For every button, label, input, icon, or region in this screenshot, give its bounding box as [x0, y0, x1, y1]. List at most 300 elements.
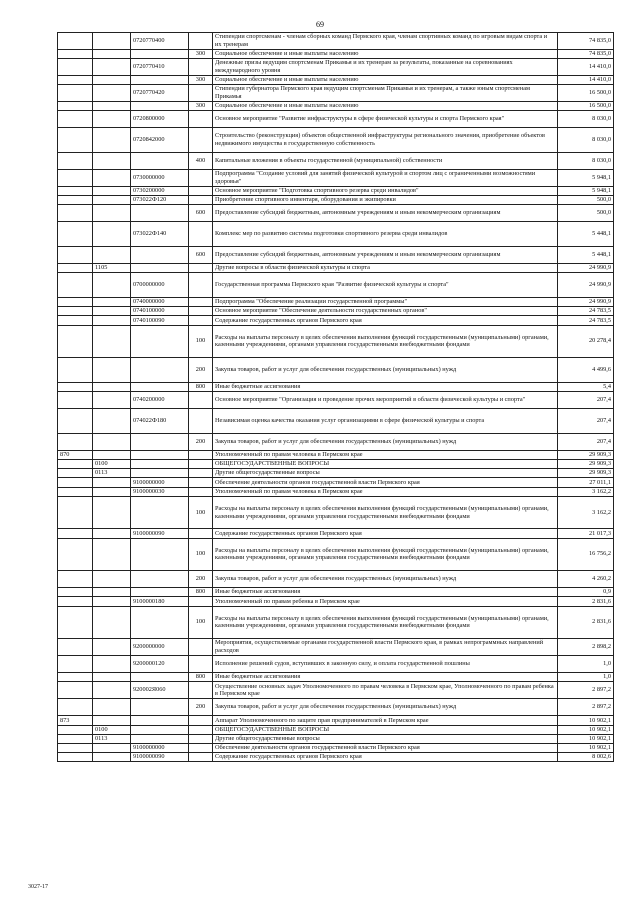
- amount: 5 948,1: [558, 187, 614, 196]
- amount: 500,0: [558, 205, 614, 222]
- table-row: [58, 496, 614, 529]
- target-article-code: [131, 50, 189, 59]
- item-name: Закупка товаров, работ и услуг для обеспечения государственных (муниципальных) нужд: [213, 571, 558, 588]
- target-article-code: 073022Ф120: [131, 196, 189, 205]
- table-row: [58, 85, 614, 102]
- amount: 24 990,9: [558, 264, 614, 273]
- table-row: [58, 76, 614, 85]
- expense-type-code: [189, 170, 213, 187]
- department-code: [58, 487, 93, 496]
- target-article-code: [131, 606, 189, 639]
- amount: 21 017,3: [558, 529, 614, 538]
- item-name: Другие вопросы в области физической культуры и спорта: [213, 264, 558, 273]
- section-code: [93, 673, 131, 682]
- expense-type-code: [189, 734, 213, 743]
- target-article-code: 0720770420: [131, 85, 189, 102]
- table-row: [58, 383, 614, 392]
- amount: 2 897,2: [558, 699, 614, 716]
- section-code: [93, 205, 131, 222]
- expense-type-code: [189, 85, 213, 102]
- expense-type-code: [189, 409, 213, 434]
- target-article-code: 073022Ф140: [131, 222, 189, 247]
- item-name: ОБЩЕГОСУДАРСТВЕННЫЕ ВОПРОСЫ: [213, 460, 558, 469]
- expense-type-code: 300: [189, 102, 213, 111]
- expense-type-code: [189, 273, 213, 298]
- target-article-code: 0740200000: [131, 392, 189, 409]
- expense-type-code: [189, 529, 213, 538]
- table-row: [58, 392, 614, 409]
- target-article-code: 920002Я060: [131, 682, 189, 699]
- amount: 16 500,0: [558, 85, 614, 102]
- section-code: [93, 597, 131, 606]
- amount: 3 162,2: [558, 496, 614, 529]
- item-name: Уполномоченный по правам человека в Пермском крае: [213, 487, 558, 496]
- target-article-code: [131, 469, 189, 478]
- item-name: Государственная программа Пермского края "Развитие физической культуры и спорта": [213, 273, 558, 298]
- department-code: [58, 153, 93, 170]
- section-code: [93, 392, 131, 409]
- department-code: [58, 529, 93, 538]
- amount: 2 897,2: [558, 682, 614, 699]
- section-code: [93, 358, 131, 383]
- expense-type-code: 200: [189, 434, 213, 451]
- amount: 4 499,6: [558, 358, 614, 383]
- amount: 74 835,0: [558, 50, 614, 59]
- target-article-code: [131, 734, 189, 743]
- target-article-code: [131, 588, 189, 597]
- item-name: Приобретение спортивного инвентаря, оборудования и экипировки: [213, 196, 558, 205]
- department-code: [58, 752, 93, 761]
- target-article-code: 9100000180: [131, 597, 189, 606]
- section-code: [93, 128, 131, 153]
- item-name: Основное мероприятие "Развитие инфраструктуры в сфере физической культуры и спорта Пермского края": [213, 111, 558, 128]
- footer-code: 3027-17: [28, 884, 48, 890]
- department-code: [58, 673, 93, 682]
- department-code: [58, 606, 93, 639]
- department-code: [58, 358, 93, 383]
- amount: 14 410,0: [558, 76, 614, 85]
- item-name: Уполномоченный по правам человека в Пермском крае: [213, 451, 558, 460]
- expense-type-code: [189, 316, 213, 325]
- table-row: [58, 358, 614, 383]
- target-article-code: 0720770400: [131, 33, 189, 50]
- table-row: [58, 487, 614, 496]
- item-name: Социальное обеспечение и иные выплаты населению: [213, 102, 558, 111]
- expense-type-code: [189, 307, 213, 316]
- amount: 10 902,1: [558, 716, 614, 725]
- item-name: Закупка товаров, работ и услуг для обеспечения государственных (муниципальных) нужд: [213, 434, 558, 451]
- item-name: Другие общегосударственные вопросы: [213, 734, 558, 743]
- section-code: 0113: [93, 469, 131, 478]
- section-code: 0100: [93, 460, 131, 469]
- table-row: [58, 639, 614, 656]
- target-article-code: [131, 153, 189, 170]
- expense-type-code: [189, 128, 213, 153]
- section-code: [93, 752, 131, 761]
- department-code: [58, 85, 93, 102]
- expense-type-code: [189, 298, 213, 307]
- section-code: [93, 247, 131, 264]
- amount: 24 783,5: [558, 307, 614, 316]
- item-name: Предоставление субсидий бюджетным, автономным учреждениям и иным некоммерческим организациям: [213, 205, 558, 222]
- target-article-code: [131, 325, 189, 358]
- table-row: [58, 222, 614, 247]
- amount: 2 831,6: [558, 597, 614, 606]
- section-code: [93, 478, 131, 487]
- table-row: [58, 409, 614, 434]
- table-row: [58, 102, 614, 111]
- target-article-code: [131, 699, 189, 716]
- expense-type-code: 300: [189, 76, 213, 85]
- section-code: [93, 316, 131, 325]
- item-name: Подпрограмма "Создание условий для занятий физической культурой и спортом лиц с ограниченными возможностями здоровья": [213, 170, 558, 187]
- department-code: [58, 264, 93, 273]
- section-code: 0100: [93, 725, 131, 734]
- department-code: [58, 196, 93, 205]
- department-code: [58, 725, 93, 734]
- table-row: [58, 699, 614, 716]
- item-name: Мероприятия, осуществляемые органами государственной власти Пермского края, в рамках непрограммных направлений расходов: [213, 639, 558, 656]
- department-code: [58, 699, 93, 716]
- expense-type-code: 100: [189, 606, 213, 639]
- item-name: Закупка товаров, работ и услуг для обеспечения государственных (муниципальных) нужд: [213, 358, 558, 383]
- amount: 5 448,1: [558, 222, 614, 247]
- expense-type-code: [189, 469, 213, 478]
- amount: 8 002,6: [558, 752, 614, 761]
- item-name: Предоставление субсидий бюджетным, автономным учреждениям и иным некоммерческим организациям: [213, 247, 558, 264]
- section-code: [93, 187, 131, 196]
- amount: 207,4: [558, 392, 614, 409]
- target-article-code: [131, 460, 189, 469]
- section-code: [93, 298, 131, 307]
- expense-type-code: 100: [189, 496, 213, 529]
- item-name: Исполнение решений судов, вступивших в законную силу, и оплата государственной пошлины: [213, 656, 558, 673]
- table-row: [58, 743, 614, 752]
- expense-type-code: [189, 392, 213, 409]
- expense-type-code: [189, 716, 213, 725]
- section-code: [93, 50, 131, 59]
- department-code: [58, 571, 93, 588]
- table-row: [58, 111, 614, 128]
- table-row: [58, 205, 614, 222]
- table-row: [58, 529, 614, 538]
- item-name: Социальное обеспечение и иные выплаты населению: [213, 50, 558, 59]
- expense-type-code: [189, 743, 213, 752]
- table-row: [58, 597, 614, 606]
- section-code: [93, 487, 131, 496]
- section-code: [93, 196, 131, 205]
- table-row: [58, 316, 614, 325]
- table-row: [58, 170, 614, 187]
- target-article-code: 9200000000: [131, 639, 189, 656]
- table-row: [58, 538, 614, 571]
- expense-type-code: [189, 187, 213, 196]
- amount: 16 500,0: [558, 102, 614, 111]
- table-row: [58, 725, 614, 734]
- target-article-code: [131, 247, 189, 264]
- expense-type-code: 800: [189, 383, 213, 392]
- department-code: [58, 469, 93, 478]
- amount: 5 948,1: [558, 170, 614, 187]
- expense-type-code: [189, 487, 213, 496]
- target-article-code: 9100000090: [131, 752, 189, 761]
- department-code: [58, 222, 93, 247]
- target-article-code: 0730000000: [131, 170, 189, 187]
- table-row: [58, 50, 614, 59]
- amount: 16 756,2: [558, 538, 614, 571]
- page-number: 69: [316, 20, 324, 29]
- target-article-code: [131, 571, 189, 588]
- target-article-code: [131, 496, 189, 529]
- item-name: Содержание государственных органов Пермского края: [213, 752, 558, 761]
- section-code: [93, 682, 131, 699]
- target-article-code: 9100000000: [131, 743, 189, 752]
- target-article-code: [131, 716, 189, 725]
- department-code: 870: [58, 451, 93, 460]
- section-code: [93, 606, 131, 639]
- target-article-code: 0720842000: [131, 128, 189, 153]
- department-code: [58, 656, 93, 673]
- expense-type-code: [189, 264, 213, 273]
- item-name: Аппарат Уполномоченного по защите прав предпринимателей в Пермском крае: [213, 716, 558, 725]
- table-row: [58, 571, 614, 588]
- department-code: [58, 59, 93, 76]
- section-code: [93, 496, 131, 529]
- department-code: [58, 682, 93, 699]
- department-code: [58, 205, 93, 222]
- expense-type-code: 200: [189, 571, 213, 588]
- table-row: [58, 187, 614, 196]
- section-code: [93, 538, 131, 571]
- section-code: [93, 153, 131, 170]
- section-code: [93, 639, 131, 656]
- department-code: [58, 743, 93, 752]
- amount: 207,4: [558, 434, 614, 451]
- item-name: Осуществление основных задач Уполномоченного по правам человека в Пермском крае, Уполномоченного по правам ребенка в Пермском крае: [213, 682, 558, 699]
- target-article-code: [131, 358, 189, 383]
- expense-type-code: 100: [189, 325, 213, 358]
- table-row: [58, 606, 614, 639]
- item-name: Капитальные вложения в объекты государственной (муниципальной) собственности: [213, 153, 558, 170]
- expense-type-code: [189, 196, 213, 205]
- budget-table-body: [58, 33, 614, 762]
- section-code: [93, 222, 131, 247]
- amount: 24 990,9: [558, 273, 614, 298]
- table-row: [58, 59, 614, 76]
- target-article-code: 9200000120: [131, 656, 189, 673]
- amount: 24 783,5: [558, 316, 614, 325]
- table-row: [58, 264, 614, 273]
- department-code: [58, 478, 93, 487]
- target-article-code: [131, 102, 189, 111]
- amount: 1,0: [558, 673, 614, 682]
- target-article-code: 0720800000: [131, 111, 189, 128]
- table-row: [58, 451, 614, 460]
- amount: 5,4: [558, 383, 614, 392]
- section-code: [93, 571, 131, 588]
- target-article-code: [131, 205, 189, 222]
- table-row: [58, 682, 614, 699]
- amount: 74 835,0: [558, 33, 614, 50]
- table-row: [58, 33, 614, 50]
- target-article-code: 0720770410: [131, 59, 189, 76]
- section-code: [93, 743, 131, 752]
- department-code: [58, 392, 93, 409]
- department-code: [58, 273, 93, 298]
- department-code: [58, 33, 93, 50]
- item-name: Денежные призы ведущим спортсменам Прикамья и их тренерам за результаты, показанные на соревнованиях международного уровня: [213, 59, 558, 76]
- section-code: [93, 307, 131, 316]
- item-name: Содержание государственных органов Пермского края: [213, 529, 558, 538]
- target-article-code: 0730200000: [131, 187, 189, 196]
- amount: 0,9: [558, 588, 614, 597]
- expense-type-code: [189, 639, 213, 656]
- item-name: Иные бюджетные ассигнования: [213, 673, 558, 682]
- table-row: [58, 588, 614, 597]
- amount: 20 278,4: [558, 325, 614, 358]
- section-code: [93, 111, 131, 128]
- expense-type-code: [189, 222, 213, 247]
- section-code: [93, 33, 131, 50]
- table-row: [58, 298, 614, 307]
- budget-table: [57, 32, 614, 762]
- amount: 10 902,1: [558, 743, 614, 752]
- expense-type-code: 800: [189, 673, 213, 682]
- target-article-code: [131, 451, 189, 460]
- department-code: [58, 247, 93, 264]
- table-row: [58, 460, 614, 469]
- department-code: 873: [58, 716, 93, 725]
- expense-type-code: 200: [189, 358, 213, 383]
- department-code: [58, 325, 93, 358]
- table-row: [58, 469, 614, 478]
- item-name: Уполномоченный по правам ребенка в Пермском крае: [213, 597, 558, 606]
- target-article-code: [131, 383, 189, 392]
- target-article-code: [131, 725, 189, 734]
- item-name: Обеспечение деятельности органов государственной власти Пермского края: [213, 743, 558, 752]
- target-article-code: 9100000030: [131, 487, 189, 496]
- expense-type-code: 100: [189, 538, 213, 571]
- target-article-code: 0700000000: [131, 273, 189, 298]
- department-code: [58, 409, 93, 434]
- expense-type-code: 300: [189, 50, 213, 59]
- expense-type-code: 800: [189, 588, 213, 597]
- table-row: [58, 273, 614, 298]
- department-code: [58, 434, 93, 451]
- department-code: [58, 588, 93, 597]
- table-row: [58, 196, 614, 205]
- table-row: [58, 752, 614, 761]
- item-name: Основное мероприятие "Подготовка спортивного резерва среди инвалидов": [213, 187, 558, 196]
- section-code: [93, 102, 131, 111]
- item-name: Обеспечение деятельности органов государственной власти Пермского края: [213, 478, 558, 487]
- expense-type-code: [189, 597, 213, 606]
- amount: 27 011,1: [558, 478, 614, 487]
- amount: 1,0: [558, 656, 614, 673]
- item-name: Расходы на выплаты персоналу в целях обеспечения выполнения функций государственными (муниципальными) органами, казенными учреждениями, органами управления государственными внебюджетными фондами: [213, 325, 558, 358]
- department-code: [58, 597, 93, 606]
- table-row: [58, 716, 614, 725]
- department-code: [58, 460, 93, 469]
- section-code: [93, 529, 131, 538]
- item-name: Расходы на выплаты персоналу в целях обеспечения выполнения функций государственными (муниципальными) органами, казенными учреждениями, органами управления государственными внебюджетными фондами: [213, 496, 558, 529]
- target-article-code: 0740100000: [131, 307, 189, 316]
- amount: 29 909,3: [558, 469, 614, 478]
- item-name: Стипендии спортсменам - членам сборных команд Пермского края, членам спортивных команд по игровым видам спорта и их тренерам: [213, 33, 558, 50]
- expense-type-code: [189, 111, 213, 128]
- target-article-code: 074022Ф180: [131, 409, 189, 434]
- department-code: [58, 496, 93, 529]
- section-code: [93, 76, 131, 85]
- table-row: [58, 734, 614, 743]
- department-code: [58, 102, 93, 111]
- target-article-code: [131, 538, 189, 571]
- expense-type-code: [189, 752, 213, 761]
- item-name: Основное мероприятие "Организация и проведение прочих мероприятий в области физической культуры и спорта": [213, 392, 558, 409]
- item-name: Закупка товаров, работ и услуг для обеспечения государственных (муниципальных) нужд: [213, 699, 558, 716]
- expense-type-code: 400: [189, 153, 213, 170]
- item-name: Независимая оценка качества оказания услуг организациями в сфере физической культуры и спорта: [213, 409, 558, 434]
- item-name: Основное мероприятие "Обеспечение деятельности государственных органов": [213, 307, 558, 316]
- target-article-code: [131, 264, 189, 273]
- item-name: Расходы на выплаты персоналу в целях обеспечения выполнения функций государственными (муниципальными) органами, казенными учреждениями, органами управления государственными внебюджетными фондами: [213, 538, 558, 571]
- section-code: [93, 59, 131, 76]
- table-row: [58, 478, 614, 487]
- target-article-code: 9100000090: [131, 529, 189, 538]
- item-name: Подпрограмма "Обеспечение реализации государственной программы": [213, 298, 558, 307]
- department-code: [58, 639, 93, 656]
- item-name: Стипендии губернатора Пермского края ведущим спортсменам Прикамья и их тренерам, а также юным спортсменам Прикамья: [213, 85, 558, 102]
- table-row: [58, 325, 614, 358]
- department-code: [58, 76, 93, 85]
- department-code: [58, 111, 93, 128]
- section-code: 0113: [93, 734, 131, 743]
- target-article-code: [131, 434, 189, 451]
- item-name: Строительство (реконструкция) объектов общественной инфраструктуры регионального значения, приобретение объектов недвижимого имущества в государственную собственность: [213, 128, 558, 153]
- amount: 2 831,6: [558, 606, 614, 639]
- department-code: [58, 734, 93, 743]
- amount: 14 410,0: [558, 59, 614, 76]
- target-article-code: 9100000000: [131, 478, 189, 487]
- table-row: [58, 247, 614, 264]
- target-article-code: [131, 76, 189, 85]
- section-code: [93, 383, 131, 392]
- expense-type-code: [189, 478, 213, 487]
- item-name: Иные бюджетные ассигнования: [213, 588, 558, 597]
- target-article-code: 0740000000: [131, 298, 189, 307]
- amount: 207,4: [558, 409, 614, 434]
- expense-type-code: [189, 460, 213, 469]
- section-code: 1105: [93, 264, 131, 273]
- expense-type-code: [189, 59, 213, 76]
- expense-type-code: [189, 33, 213, 50]
- table-row: [58, 128, 614, 153]
- amount: 24 990,9: [558, 298, 614, 307]
- table-row: [58, 307, 614, 316]
- section-code: [93, 85, 131, 102]
- expense-type-code: [189, 682, 213, 699]
- department-code: [58, 316, 93, 325]
- section-code: [93, 451, 131, 460]
- table-row: [58, 153, 614, 170]
- amount: 5 448,1: [558, 247, 614, 264]
- amount: 8 030,0: [558, 153, 614, 170]
- table-row: [58, 673, 614, 682]
- amount: 8 030,0: [558, 128, 614, 153]
- section-code: [93, 656, 131, 673]
- department-code: [58, 298, 93, 307]
- department-code: [58, 307, 93, 316]
